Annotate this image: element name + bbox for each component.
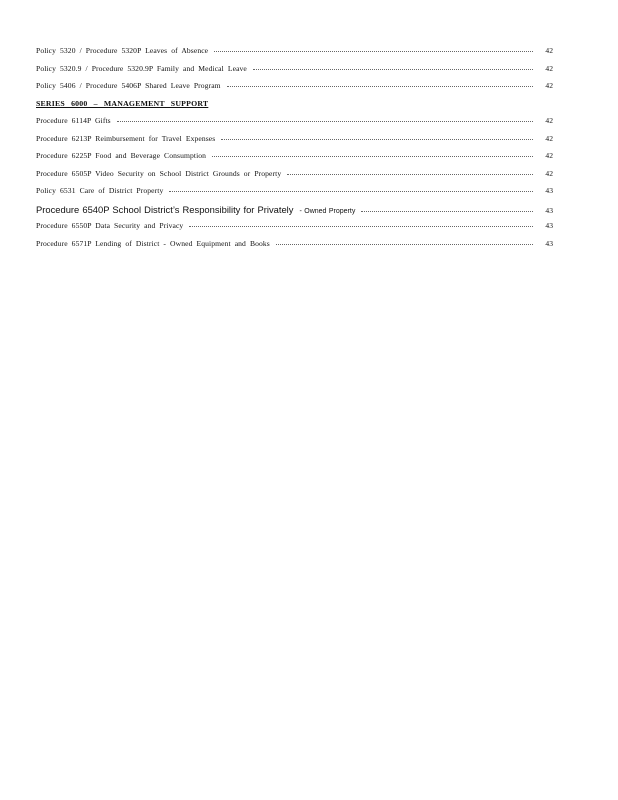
dot-leader [189,221,533,228]
toc-entry[interactable] [36,116,553,134]
dot-leader [253,64,533,71]
dot-leader [221,134,533,141]
toc-entry-title: Policy 5320 / Procedure 5320P Leaves of Absence [36,46,209,55]
toc-page-number: 43 [545,221,553,230]
toc-entry-title: Procedure 6550P Data Security and Privacy [36,221,184,230]
toc-entry[interactable] [36,46,553,64]
toc-page-number: 42 [545,133,553,143]
dot-leader [287,169,533,176]
toc-entry-title: Procedure 6213P Reimbursement for Travel Expenses [36,133,216,143]
toc-page-number: 42 [545,151,553,160]
toc-entry[interactable] [36,239,553,257]
toc-entry-title: Procedure 6114P Gifts [36,116,111,125]
toc-entry-tail-text: - Owned Property [299,207,356,215]
toc-page-number: 42 [545,63,553,73]
toc-page-number: 42 [545,168,553,178]
dot-leader [361,206,533,213]
toc-page-number: 43 [545,205,553,215]
dot-leader [214,46,533,53]
toc-entry-title: Policy 5320.9 / Procedure 5320.9P Family and Medical Leave [36,63,247,73]
dot-leader [117,116,533,123]
toc-entry[interactable] [36,204,553,222]
toc-page-number: 43 [545,186,553,195]
dot-leader [169,186,533,193]
toc-entry[interactable] [36,221,553,239]
series-heading[interactable] [36,99,553,117]
toc-entry-title: Procedure 6225P Food and Beverage Consumption [36,151,207,160]
toc-entry[interactable] [36,64,553,82]
series-title: SERIES 6000 – MANAGEMENT SUPPORT [36,98,209,108]
toc-entry[interactable] [36,186,553,204]
dot-leader [212,151,533,158]
table-of-contents [36,46,553,256]
toc-page-number: 43 [545,238,553,248]
toc-entry-title: Procedure 6571P Lending of District - Owned Equipment and Books [36,238,270,248]
toc-page-number: 42 [545,116,553,125]
dot-leader [276,239,533,246]
toc-entry-title: Policy 6531 Care of District Property [36,186,164,195]
toc-page-number: 42 [545,81,553,90]
toc-entry[interactable] [36,81,553,99]
toc-entry-title: Procedure 6505P Video Security on School District Grounds or Property [36,168,282,178]
toc-entry[interactable] [36,169,553,187]
toc-entry-title [36,204,355,215]
toc-page-number: 42 [545,46,553,55]
toc-entry-title: Policy 5406 / Procedure 5406P Shared Leave Program [36,81,221,90]
toc-entry[interactable] [36,134,553,152]
toc-entry-main-text: Procedure 6540P School District’s Responsibility for Privately [36,203,294,215]
dot-leader [227,81,533,88]
toc-entry[interactable] [36,151,553,169]
